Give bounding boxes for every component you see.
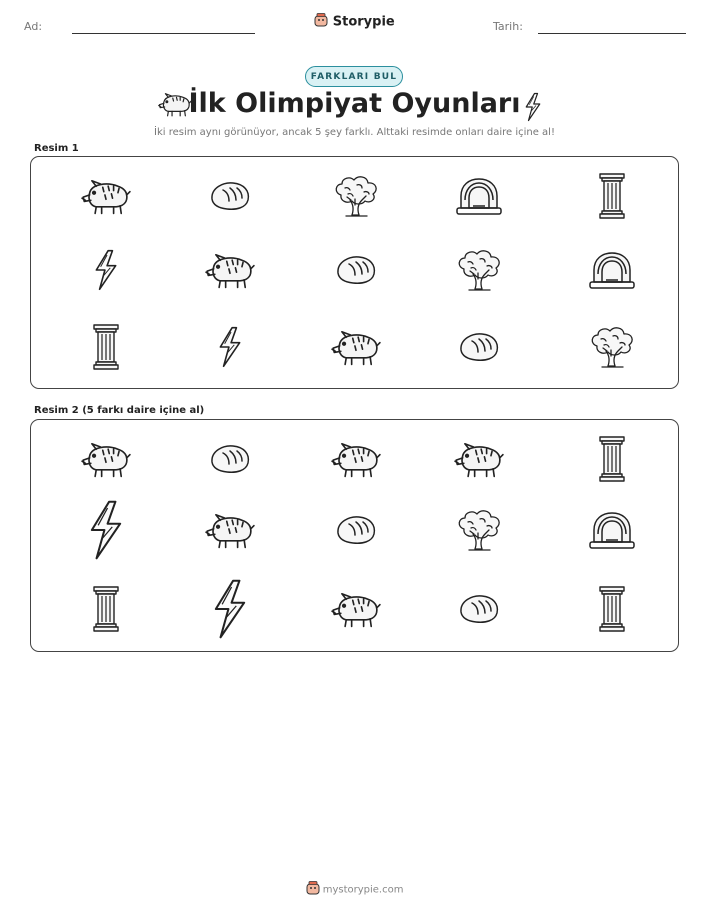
olive-tree-icon bbox=[587, 324, 637, 370]
footer-url: mystorypie.com bbox=[322, 884, 404, 896]
oven-icon[interactable] bbox=[587, 510, 637, 550]
column-icon[interactable] bbox=[597, 585, 627, 633]
picture2-label: Resim 2 (5 farkı daire içine al) bbox=[34, 405, 205, 416]
lightning-large-icon[interactable] bbox=[208, 577, 252, 641]
storypie-logo-icon bbox=[314, 13, 328, 31]
lightning-icon bbox=[215, 324, 245, 370]
bread-icon[interactable] bbox=[208, 442, 252, 476]
brand-name: Storypie bbox=[332, 14, 395, 30]
bread-icon bbox=[208, 179, 252, 213]
column-icon bbox=[597, 172, 627, 220]
lightning-large-icon[interactable] bbox=[84, 498, 128, 562]
activity-badge: FARKLARI BUL bbox=[305, 66, 403, 87]
column-icon[interactable] bbox=[91, 585, 121, 633]
olive-tree-icon[interactable] bbox=[454, 507, 504, 553]
storypie-logo-icon bbox=[306, 881, 320, 898]
boar-icon[interactable] bbox=[331, 590, 381, 628]
oven-icon bbox=[454, 176, 504, 216]
lightning-icon bbox=[91, 247, 121, 293]
picture1-label: Resim 1 bbox=[34, 143, 79, 154]
oven-icon bbox=[587, 250, 637, 290]
bread-icon bbox=[457, 330, 501, 364]
boar-icon[interactable] bbox=[81, 440, 131, 478]
bread-icon[interactable] bbox=[457, 592, 501, 626]
instructions: İki resim aynı görünüyor, ancak 5 şey farklı. Alttaki resimde onları daire içine al! bbox=[154, 127, 555, 138]
column-icon[interactable] bbox=[597, 435, 627, 483]
bread-icon bbox=[334, 253, 378, 287]
olive-tree-icon bbox=[454, 247, 504, 293]
boar-icon bbox=[81, 177, 131, 215]
footer bbox=[0, 881, 709, 898]
olive-tree-icon bbox=[331, 173, 381, 219]
boar-icon[interactable] bbox=[205, 511, 255, 549]
page-title: İlk Olimpiyat Oyunları bbox=[188, 88, 521, 119]
column-icon bbox=[91, 323, 121, 371]
date-label: Tarih: bbox=[493, 20, 523, 33]
lightning-icon bbox=[522, 92, 544, 126]
bread-icon[interactable] bbox=[334, 513, 378, 547]
name-field[interactable] bbox=[72, 33, 255, 34]
boar-icon bbox=[205, 251, 255, 289]
name-label: Ad: bbox=[24, 20, 43, 33]
boar-icon[interactable] bbox=[454, 440, 504, 478]
boar-icon[interactable] bbox=[331, 440, 381, 478]
brand bbox=[0, 13, 709, 31]
date-field[interactable] bbox=[538, 33, 686, 34]
boar-icon bbox=[331, 328, 381, 366]
